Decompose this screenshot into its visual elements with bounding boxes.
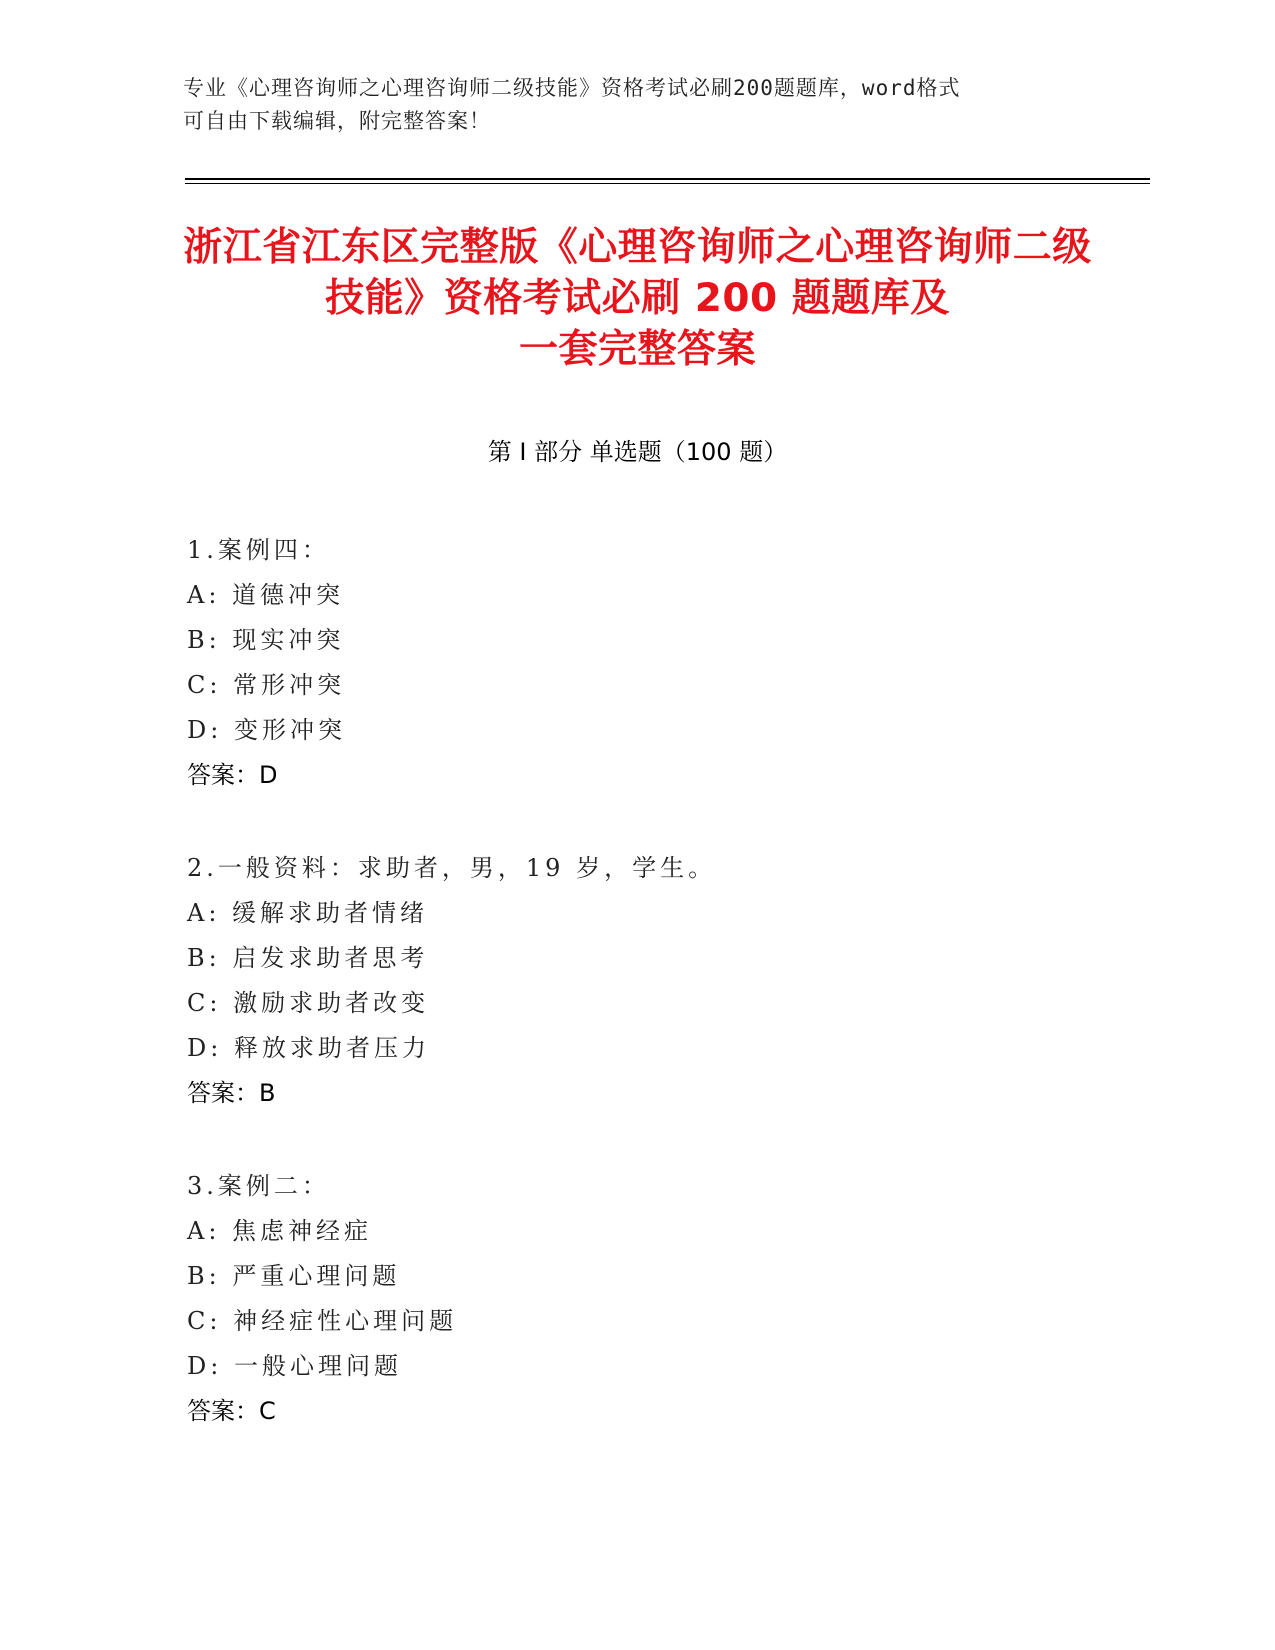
header-divider-thick [185,178,1150,180]
option-b: B: 严重心理问题 [187,1262,401,1290]
option-d: D: 变形冲突 [187,716,346,744]
option-c: C: 神经症性心理问题 [187,1307,458,1335]
header-note-line-1: 专业《心理咨询师之心理咨询师二级技能》资格考试必刷200题题库，word格式 [183,76,961,100]
option-b: B: 启发求助者思考 [187,944,429,972]
document-title-line-2: 一套完整答案 [518,327,756,372]
question-block [187,528,1087,798]
answer: 答案：D [187,761,278,789]
option-d: D: 释放求助者压力 [187,1034,430,1062]
question-stem: 2.一般资料：求助者，男，19 岁，学生。 [187,854,717,882]
section-title: 第 I 部分 单选题（100 题） [487,438,788,466]
option-c: C: 常形冲突 [187,671,346,699]
answer: 答案：C [187,1397,276,1425]
question-stem: 3.案例二： [187,1172,330,1200]
option-c: C: 激励求助者改变 [187,989,430,1017]
document-title-line-1: 浙江省江东区完整版《心理咨询师之心理咨询师二级技能》资格考试必刷 200 题题库及 [183,225,1092,321]
option-a: A: 缓解求助者情绪 [187,899,429,927]
option-b: B: 现实冲突 [187,626,345,654]
option-a: A: 焦虑神经症 [187,1217,373,1245]
option-a: A: 道德冲突 [187,581,345,609]
header-divider-thin [185,183,1150,184]
document-title [180,222,1095,375]
answer: 答案：B [187,1079,276,1107]
header-note [183,72,1063,138]
header-note-line-2: 可自由下载编辑，附完整答案！ [183,109,491,133]
option-d: D: 一般心理问题 [187,1352,402,1380]
question-block [187,1164,1087,1434]
question-stem: 1.案例四： [187,536,330,564]
question-block [187,846,1087,1116]
